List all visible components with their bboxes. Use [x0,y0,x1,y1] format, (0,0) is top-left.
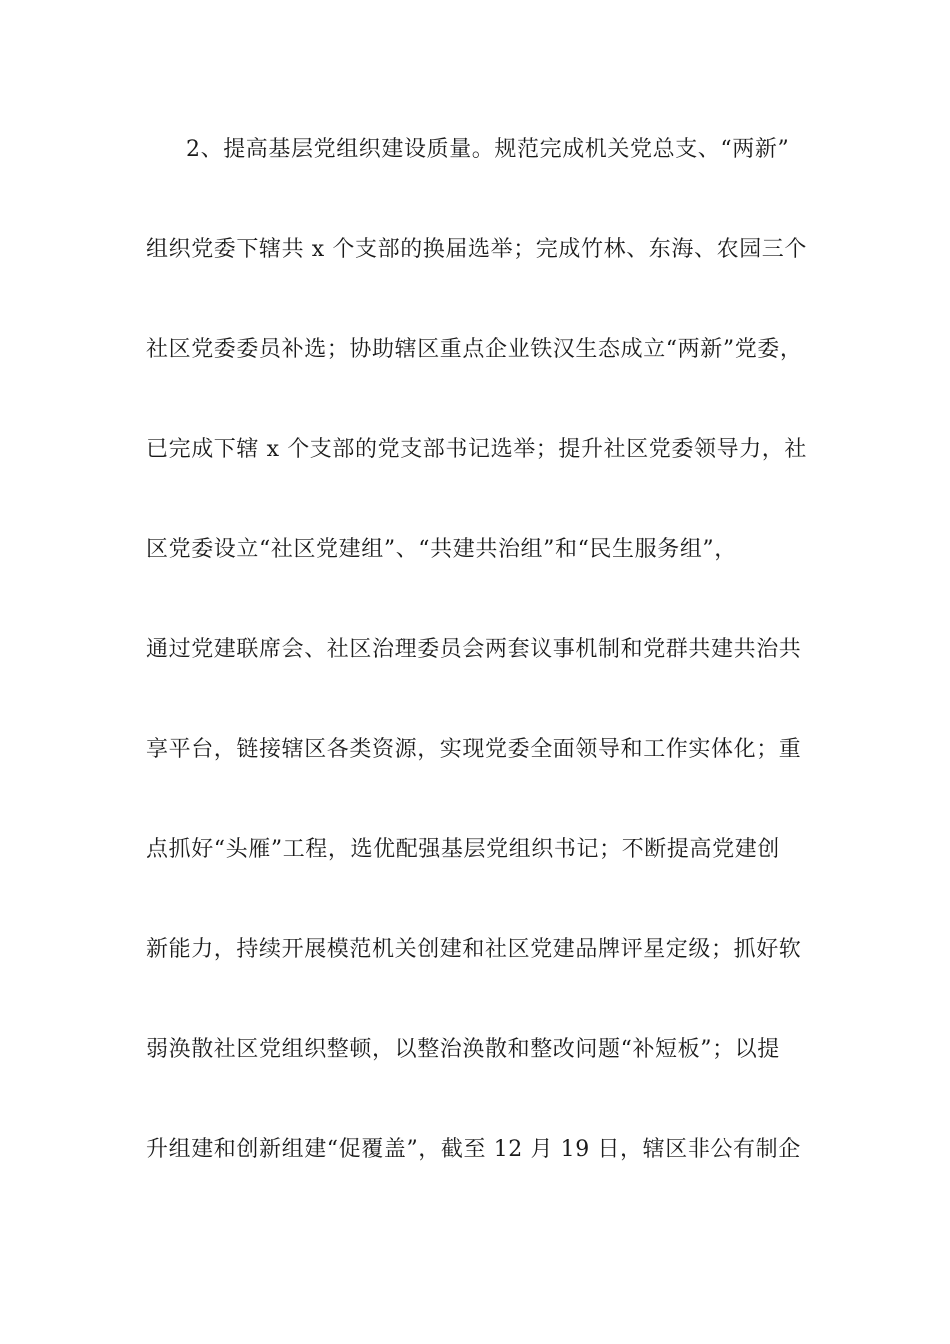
paragraph-line: 享平台，链接辖区各类资源，实现党委全面领导和工作实体化；重 [146,737,802,762]
paragraph-line: 新能力，持续开展模范机关创建和社区党建品牌评星定级；抓好软 [146,937,802,962]
paragraph-line: 点抓好“头雁”工程，选优配强基层党组织书记；不断提高党建创 [146,837,780,862]
paragraph-line: 升组建和创新组建“促覆盖”，截至 12 月 19 日，辖区非公有制企 [146,1137,801,1162]
paragraph-line: 通过党建联席会、社区治理委员会两套议事机制和党群共建共治共 [146,637,802,662]
paragraph-line: 区党委设立“社区党建组”、“共建共治组”和“民生服务组”， [146,537,737,562]
paragraph-line: 组织党委下辖共 x 个支部的换届选举；完成竹林、东海、农园三个 [146,237,807,262]
paragraph-line: 弱涣散社区党组织整顿，以整治涣散和整改问题“补短板”；以提 [146,1037,780,1062]
paragraph-line: 社区党委委员补选；协助辖区重点企业铁汉生态成立“两新”党委， [146,337,803,362]
paragraph-line: 2、提高基层党组织建设质量。规范完成机关党总支、“两新” [186,137,790,162]
body-paragraph [146,128,806,1228]
paragraph-line: 已完成下辖 x 个支部的党支部书记选举；提升社区党委领导力，社 [146,437,807,462]
